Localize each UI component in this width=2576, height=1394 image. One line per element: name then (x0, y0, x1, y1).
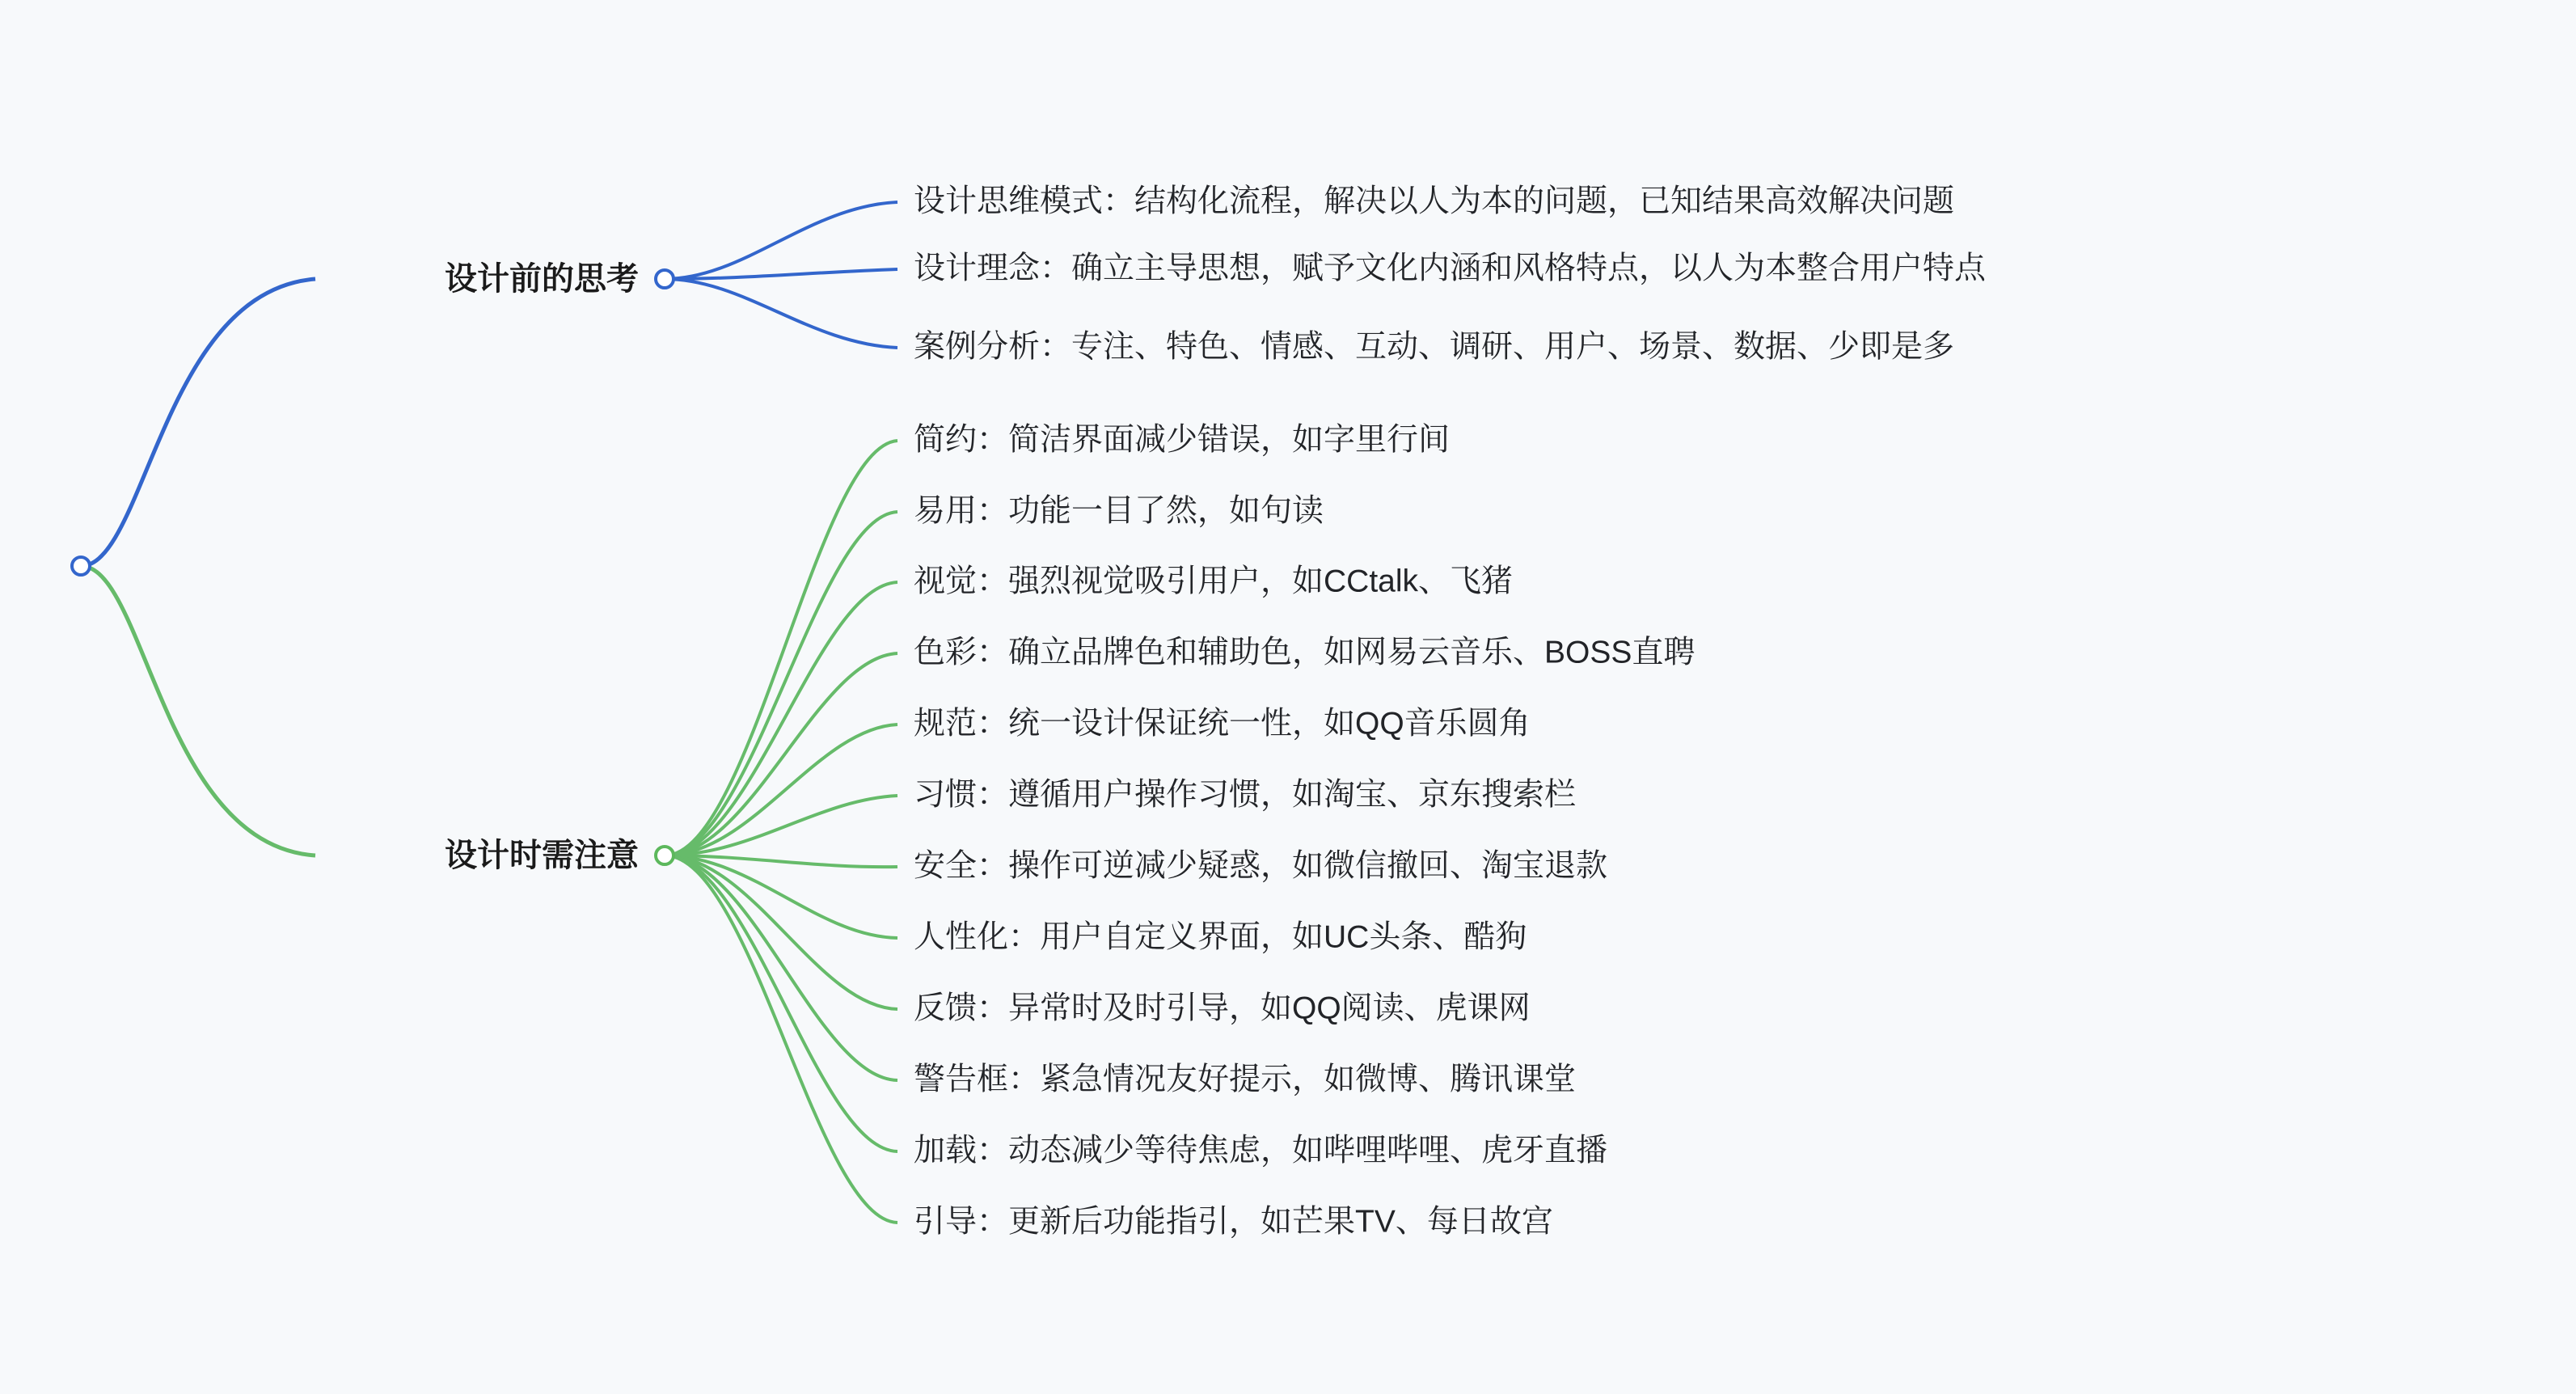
leaf-label-green-7[interactable]: 安全：操作可逆减少疑惑，如微信撤回、淘宝退款 (914, 848, 1608, 884)
connector-green-child-8 (665, 855, 897, 938)
connector-green-child-5 (665, 724, 897, 855)
leaf-label-green-8[interactable]: 人性化：用户自定义界面，如UC头条、酷狗 (914, 919, 1527, 955)
leaf-label-green-2[interactable]: 易用：功能一目了然，如句读 (914, 493, 1324, 529)
connector-blue-child-2 (665, 269, 897, 279)
leaf-label-blue-1[interactable]: 设计思维模式：结构化流程，解决以人为本的问题，已知结果高效解决问题 (914, 184, 1955, 219)
branch-label-design-attention[interactable]: 设计时需注意 (445, 838, 639, 873)
leaf-label-blue-2[interactable]: 设计理念：确立主导思想，赋予文化内涵和风格特点，以人为本整合用户特点 (914, 251, 1987, 286)
leaf-label-green-6[interactable]: 习惯：遵循用户操作习惯，如淘宝、京东搜索栏 (914, 777, 1577, 813)
root-node-dot[interactable] (70, 555, 91, 577)
leaf-label-green-10[interactable]: 警告框：紧急情况友好提示，如微博、腾讯课堂 (914, 1062, 1577, 1097)
branch-label-design-thinking-before[interactable]: 设计前的思考 (445, 261, 639, 297)
connector-green-child-6 (665, 796, 897, 855)
leaf-label-green-3[interactable]: 视觉：强烈视觉吸引用户，如CCtalk、飞猪 (914, 564, 1514, 599)
connector-green-child-4 (665, 653, 897, 855)
leaf-label-green-9[interactable]: 反馈：异常时及时引导，如QQ阅读、虎课网 (914, 991, 1531, 1026)
leaf-label-green-5[interactable]: 规范：统一设计保证统一性，如QQ音乐圆角 (914, 706, 1531, 741)
connector-green-child-3 (665, 582, 897, 855)
connector-green-child-1 (665, 441, 897, 855)
leaf-label-green-12[interactable]: 引导：更新后功能指引，如芒果TV、每日故宫 (914, 1204, 1553, 1240)
connector-green-child-9 (665, 855, 897, 1009)
branch-node-dot-design-thinking-before[interactable] (654, 268, 675, 289)
leaf-label-green-11[interactable]: 加载：动态减少等待焦虑，如哔哩哔哩、虎牙直播 (914, 1133, 1608, 1168)
leaf-label-blue-3[interactable]: 案例分析：专注、特色、情感、互动、调研、用户、场景、数据、少即是多 (914, 329, 1955, 365)
connector-root-blue (81, 279, 315, 566)
connector-green-child-10 (665, 855, 897, 1080)
branch-node-dot-design-attention[interactable] (654, 845, 675, 866)
leaf-label-green-1[interactable]: 简约：简洁界面减少错误，如字里行间 (914, 422, 1451, 458)
leaf-label-green-4[interactable]: 色彩：确立品牌色和辅助色，如网易云音乐、BOSS直聘 (914, 635, 1696, 670)
connector-green-child-2 (665, 512, 897, 855)
connector-green-child-11 (665, 855, 897, 1151)
connector-root-green (81, 566, 315, 855)
connector-blue-child-1 (665, 202, 897, 279)
connector-green-child-12 (665, 855, 897, 1223)
connector-green-child-7 (665, 855, 897, 867)
connector-blue-child-3 (665, 279, 897, 348)
